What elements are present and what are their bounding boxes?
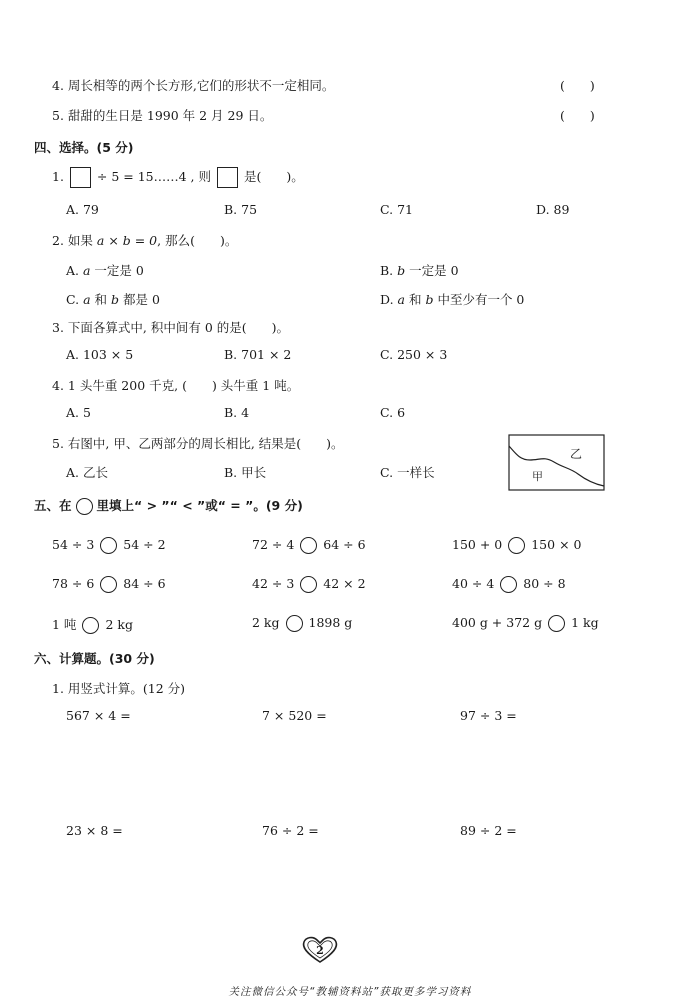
comparison-right: 80 ÷ 8 [523, 576, 566, 591]
option-text: 都是 0 [119, 292, 160, 307]
comparison-item [52, 615, 133, 634]
q5-option-a[interactable]: A. 乙长 [66, 465, 108, 480]
split-rectangle-figure [508, 434, 606, 492]
comparison-left: 40 ÷ 4 [452, 576, 495, 591]
page-number-heart-icon [300, 935, 340, 965]
q3-option-b[interactable]: B. 701 × 2 [224, 347, 292, 362]
comparison-circle-blank[interactable] [82, 617, 99, 634]
option-label: D. [380, 292, 394, 307]
choice-question-5: 5. 右图中, 甲、乙两部分的周长相比, 结果是( )。 [52, 436, 344, 451]
page-number: 2 [316, 944, 324, 957]
comparison-circle-blank[interactable] [500, 576, 517, 593]
comparison-circle-blank[interactable] [300, 537, 317, 554]
comparison-right: 64 ÷ 6 [323, 537, 366, 552]
comparison-right: 42 × 2 [323, 576, 366, 591]
comparison-right: 1898 g [308, 615, 353, 630]
q1-option-a[interactable]: A. 79 [66, 202, 99, 217]
circle-icon [76, 498, 93, 515]
comparison-right: 54 ÷ 2 [123, 537, 166, 552]
choice-question-3: 3. 下面各算式中, 积中间有 0 的是( )。 [52, 320, 290, 335]
comparison-item [452, 537, 581, 554]
tf-question-4: 4. 周长相等的两个长方形,它们的形状不一定相同。 [52, 78, 335, 93]
comparison-left: 72 ÷ 4 [252, 537, 295, 552]
comparison-circle-blank[interactable] [100, 537, 117, 554]
section-5-title-post: 里填上“ > ”“ < ”或“ = ”。(9 分) [96, 498, 303, 513]
option-text: 和 [90, 292, 111, 307]
option-text: 中至少有一个 0 [433, 292, 525, 307]
blank-box-2[interactable] [217, 167, 238, 188]
option-label: C. [66, 292, 80, 307]
comparison-item [252, 576, 366, 593]
calc-problem[interactable]: 23 × 8 = [66, 823, 123, 838]
comparison-left: 2 kg [252, 615, 280, 630]
comparison-item [252, 615, 352, 632]
section-4-title: 四、选择。(5 分) [34, 140, 134, 155]
comparison-item [252, 537, 366, 554]
q4-option-b[interactable]: B. 4 [224, 405, 250, 420]
q2-prefix: 2. 如果 [52, 233, 93, 248]
footer-note: 关注微信公众号“教辅资料站”获取更多学习资料 [228, 986, 472, 998]
calc-problem[interactable]: 76 ÷ 2 = [262, 823, 319, 838]
option-var: a [83, 263, 91, 278]
choice-question-4: 4. 1 头牛重 200 千克, ( ) 头牛重 1 吨。 [52, 378, 300, 393]
q1-middle: ÷ 5 = 15……4 , 则 [96, 169, 212, 184]
comparison-item [452, 615, 599, 632]
tf-answer-4[interactable]: ( ) [560, 78, 595, 93]
option-text: 一定是 0 [405, 263, 459, 278]
q2-option-b[interactable] [380, 261, 459, 279]
calc-problem[interactable]: 97 ÷ 3 = [460, 708, 517, 723]
comparison-right: 150 × 0 [531, 537, 582, 552]
q1-number: 1. [52, 169, 64, 184]
comparison-left: 1 吨 [52, 617, 77, 632]
q4-option-c[interactable]: C. 6 [380, 405, 406, 420]
section-5-title-pre: 五、在 [34, 498, 72, 513]
choice-question-1 [52, 167, 304, 188]
comparison-item [52, 576, 166, 593]
option-var: b [397, 263, 406, 278]
option-var: a [83, 292, 91, 307]
q2-option-a[interactable] [66, 261, 144, 279]
q2-end: , 那么( )。 [157, 233, 238, 248]
q1-option-c[interactable]: C. 71 [380, 202, 413, 217]
comparison-right: 84 ÷ 6 [123, 576, 166, 591]
tf-question-5: 5. 甜甜的生日是 1990 年 2 月 29 日。 [52, 108, 273, 123]
option-var: b [425, 292, 434, 307]
comparison-left: 78 ÷ 6 [52, 576, 95, 591]
q3-option-a[interactable]: A. 103 × 5 [66, 347, 134, 362]
option-label: B. [380, 263, 394, 278]
calc-problem[interactable]: 89 ÷ 2 = [460, 823, 517, 838]
calc-problem[interactable]: 7 × 520 = [262, 708, 327, 723]
comparison-right: 1 kg [571, 615, 599, 630]
option-label: A. [66, 263, 80, 278]
comparison-circle-blank[interactable] [548, 615, 565, 632]
section-6-subtitle: 1. 用竖式计算。(12 分) [52, 681, 186, 696]
q4-option-a[interactable]: A. 5 [66, 405, 91, 420]
option-text: 和 [405, 292, 426, 307]
comparison-left: 54 ÷ 3 [52, 537, 95, 552]
q5-option-c[interactable]: C. 一样长 [380, 465, 435, 480]
comparison-item [452, 576, 566, 593]
section-6-title: 六、计算题。(30 分) [34, 651, 155, 666]
q1-end: 是( )。 [243, 169, 304, 184]
q1-option-d[interactable]: D. 89 [536, 202, 570, 217]
choice-question-2 [52, 231, 237, 249]
calc-problem[interactable]: 567 × 4 = [66, 708, 131, 723]
option-text: 一定是 0 [90, 263, 144, 278]
comparison-circle-blank[interactable] [100, 576, 117, 593]
section-5-title [34, 496, 303, 515]
option-var: a [397, 292, 405, 307]
q2-expression: a × b = 0 [96, 233, 158, 248]
q2-option-c[interactable] [66, 290, 160, 308]
comparison-item [52, 537, 166, 554]
q5-option-b[interactable]: B. 甲长 [224, 465, 267, 480]
comparison-left: 42 ÷ 3 [252, 576, 295, 591]
figure-label-bottom: 甲 [532, 470, 543, 483]
q2-option-d[interactable] [380, 290, 524, 308]
comparison-left: 400 g + 372 g [452, 615, 543, 630]
q3-option-c[interactable]: C. 250 × 3 [380, 347, 448, 362]
comparison-circle-blank[interactable] [286, 615, 303, 632]
q1-option-b[interactable]: B. 75 [224, 202, 258, 217]
comparison-left: 150 + 0 [452, 537, 503, 552]
option-var: b [110, 292, 119, 307]
tf-answer-5[interactable]: ( ) [560, 108, 595, 123]
comparison-circle-blank[interactable] [508, 537, 525, 554]
figure-wavy-divider [509, 446, 604, 486]
figure-label-top: 乙 [570, 447, 583, 461]
blank-box-1[interactable] [70, 167, 91, 188]
comparison-circle-blank[interactable] [300, 576, 317, 593]
comparison-right: 2 kg [105, 617, 133, 632]
